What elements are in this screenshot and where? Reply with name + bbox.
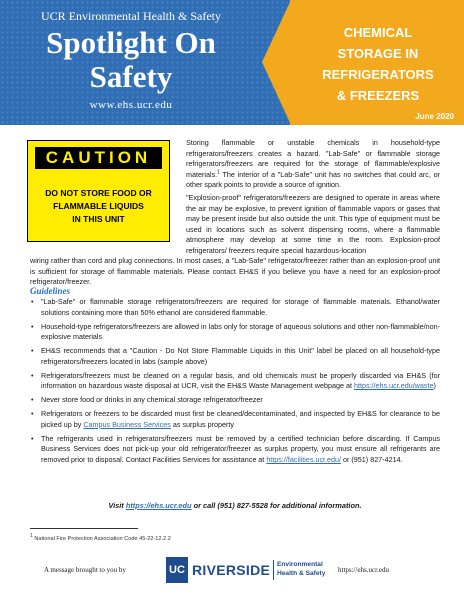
- footnote-text: National Fire Protection Association Code 45-22-12.2.2: [32, 536, 171, 542]
- intro-text: The interior of a "Lab-Safe" unit has no switches that could arc, or other spark points to provide a source of ignition.: [186, 169, 440, 190]
- guideline-text: as surplus property: [170, 419, 234, 429]
- guideline-item: • Never store food or drinks in any chemical storage refrigerator/freezer: [30, 395, 440, 406]
- caution-message-line: IN THIS UNIT: [72, 214, 125, 224]
- header-banner: [0, 0, 464, 125]
- guideline-text: ): [433, 381, 436, 391]
- topic-line: STORAGE IN: [337, 46, 419, 61]
- footnote-marker: 1: [30, 533, 33, 540]
- caution-message-line: DO NOT STORE FOOD OR: [45, 188, 152, 198]
- newsletter-title-line2: Safety: [89, 59, 173, 94]
- guideline-item: • "Lab-Safe" or flammable storage refrigerators/freezers are required for storage of flammable materials. Ethanol/water solutions containing more than 50% ethanol are considered flammable.: [30, 297, 440, 318]
- ehs-name-line: Environmental: [277, 561, 323, 568]
- intro-paragraph-1: [186, 138, 440, 191]
- topic-line: & FREEZERS: [336, 88, 420, 103]
- topic-line: CHEMICAL: [343, 25, 413, 40]
- header-gold-chevron: [262, 0, 291, 125]
- footnote-divider: [30, 528, 138, 529]
- guidelines-heading: Guidelines: [30, 286, 71, 296]
- campus-business-services-link[interactable]: Campus Business Services: [83, 419, 171, 429]
- topic-title: [294, 22, 462, 106]
- uc-logo-badge: UC: [166, 557, 188, 583]
- ucr-ehs-logo: [166, 557, 326, 583]
- guideline-text: Refrigerators or freezers to be discarded must first be cleaned/decontaminated, and inspected by EH&S for clearance to be picked up by: [41, 409, 440, 429]
- caution-heading: CAUTION: [35, 147, 162, 169]
- org-name: UCR Environmental Health & Safety: [41, 9, 221, 23]
- footer-message: A message brought to you by: [44, 566, 126, 574]
- intro-text: Storing flammable or unstable chemicals in household-type refrigerators/freezers creates a hazard. "Lab-Safe" or flammable storage refrigerators/freezers are required for the storage of flammable/explosive materials.: [186, 138, 440, 179]
- intro-paragraph-2-continued: wiring rather than cord and plug connections. In most cases, a "Lab-Safe" refrigerator/freezer rather than an explosion-proof unit is sufficient for storage of flammable materials. Please contact EH&S if you believe you have a need for an explosion-proof refrigerator/freezer.: [30, 256, 440, 287]
- contact-suffix: or call (951) 827-5528 for additional information.: [191, 501, 362, 510]
- intro-paragraph-2: "Explosion-proof" refrigerators/freezers are designed to operate in areas where the air may be explosive, to prevent ignition of flammable vapors or gases that may be present inside but also outside the unit. This type of equipment must be used in locations such as solvent dispensing rooms, where a flammable atmosphere may develop at some time in the room. Explosion-proof refrigerators/ freezers require special hazardous-location: [186, 193, 440, 255]
- guideline-text: Refrigerators/freezers must be cleaned on a regular basis, and old chemicals must be properly discarded via EH&S (for information on hazardous waste disposal at UCR, visit the EH&S Waste Management webpage at: [41, 370, 440, 391]
- guideline-item: [30, 434, 440, 466]
- caution-label-sample: [27, 140, 170, 242]
- riverside-wordmark: RIVERSIDE: [192, 562, 271, 578]
- guideline-text: or (951) 827-4214.: [341, 455, 403, 465]
- guideline-text: The refrigerants used in refrigerators/freezers must be removed by a certified technician before discarding. If Campus Business Services does not pick-up your old refrigerator/freezer as surplus property, you must ensure all refrigerants are removed prior to disposal. Contact Facilities Services for assistance at: [41, 433, 440, 465]
- contact-line: [30, 501, 440, 510]
- footnote: [30, 533, 171, 542]
- topic-line: REFRIGERATORS: [322, 67, 434, 82]
- header-website[interactable]: www.ehs.ucr.edu: [89, 99, 173, 111]
- issue-date: June 2020: [415, 112, 454, 121]
- newsletter-title-line1: Spotlight On: [46, 25, 216, 60]
- ehs-website-link[interactable]: https://ehs.ucr.edu: [125, 501, 192, 510]
- footer-url[interactable]: https://ehs.ucr.edu: [338, 566, 389, 574]
- caution-message: [32, 187, 165, 226]
- ehs-name-line: Health & Safety: [277, 569, 326, 577]
- waste-management-link[interactable]: https://ehs.ucr.edu/waste: [353, 381, 434, 391]
- guidelines-list: [30, 297, 440, 469]
- contact-prefix: Visit: [108, 501, 126, 510]
- guideline-item: • EH&S recommends that a "Caution - Do Not Store Flammable Liquids in this Unit" label be placed on all household-type refrigerators/freezers located in labs (sample above): [30, 346, 440, 367]
- facilities-link[interactable]: https://facilities.ucr.edu/: [266, 455, 342, 465]
- guideline-item: • Household-type refrigerators/freezers are allowed in labs only for storage of aqueous solutions and other non-flammable/non-explosive materials: [30, 322, 440, 343]
- logo-divider: [273, 560, 274, 580]
- guideline-item: [30, 409, 440, 430]
- guideline-item: [30, 371, 440, 392]
- caution-message-line: FLAMMABLE LIQUIDS: [53, 201, 144, 211]
- footnote-ref: 1: [217, 169, 220, 176]
